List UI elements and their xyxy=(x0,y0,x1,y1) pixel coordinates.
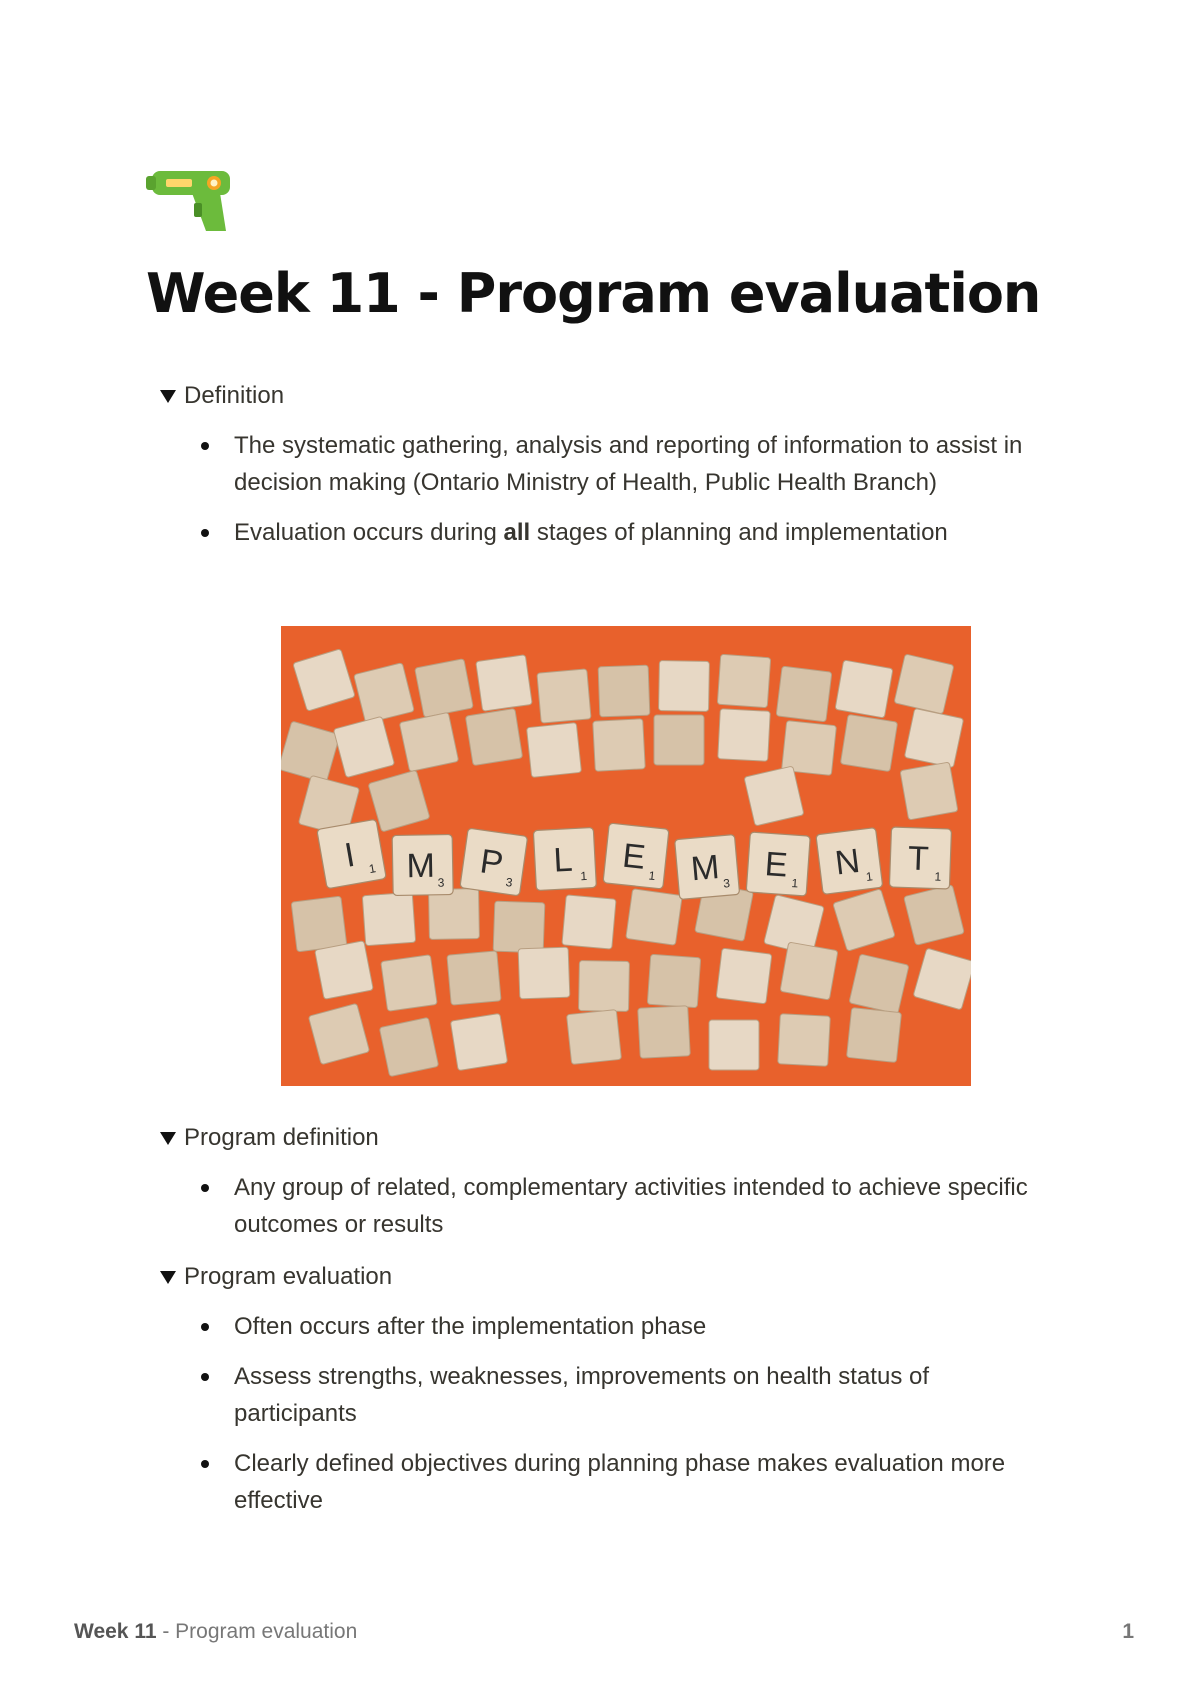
list-item xyxy=(160,1308,1040,1345)
wooden-tile xyxy=(717,654,770,707)
toggle-triangle-icon[interactable] xyxy=(160,1132,176,1145)
bullet-icon xyxy=(201,442,209,450)
wooden-tile xyxy=(476,655,532,711)
footer-title-rest: - Program evaluation xyxy=(156,1620,358,1643)
wooden-tile xyxy=(399,712,458,771)
list-item-text-bold: all xyxy=(503,519,531,546)
toggle-program-definition xyxy=(160,1120,1040,1243)
list-item xyxy=(160,427,1040,501)
bullet-list xyxy=(160,427,1040,551)
bullet-icon xyxy=(201,1323,209,1331)
tile-score: 1 xyxy=(580,868,588,884)
wooden-tile xyxy=(598,665,650,717)
bullet-icon xyxy=(201,1373,209,1381)
list-item xyxy=(160,514,1040,551)
toggle-triangle-icon[interactable] xyxy=(160,1271,176,1284)
water-pistol-icon xyxy=(146,165,236,235)
toggle-header[interactable] xyxy=(160,1120,1040,1156)
tile-score: 1 xyxy=(865,869,874,885)
wooden-tile xyxy=(315,941,374,1000)
tile-score: 1 xyxy=(791,875,799,891)
bullet-icon xyxy=(201,529,209,537)
tile-score: 3 xyxy=(437,875,445,890)
list-item-text: Often occurs after the implementation phase xyxy=(234,1313,707,1340)
bullet-icon xyxy=(201,1184,209,1192)
tile-letter: T xyxy=(907,839,930,879)
list-item-text-start: Evaluation occurs during xyxy=(234,519,504,546)
toggle-heading: Program definition xyxy=(184,1124,379,1151)
tile-score: 1 xyxy=(367,861,377,877)
scrabble-tiles-photo xyxy=(281,626,971,1086)
list-item-text: Assess strengths, weaknesses, improvements on health status of participants xyxy=(234,1363,930,1427)
wooden-tile xyxy=(716,948,772,1004)
wooden-tile xyxy=(904,708,963,767)
wooden-tile xyxy=(291,896,347,952)
wooden-tile xyxy=(493,901,545,953)
letter-tile xyxy=(816,828,883,895)
bullet-list xyxy=(160,1169,1040,1243)
wooden-tile xyxy=(379,1017,438,1076)
bullet-list xyxy=(160,1308,1040,1519)
list-item xyxy=(160,1445,1040,1519)
tile-letter: P xyxy=(477,842,506,884)
tile-score: 1 xyxy=(934,869,942,884)
wooden-tile xyxy=(778,1014,831,1067)
letter-tile xyxy=(746,832,810,896)
list-item-text: The systematic gathering, analysis and reporting of information to assist in decision making (Ontario Ministry of Health, Public Health Branch) xyxy=(234,432,1023,496)
wooden-tile xyxy=(894,654,954,714)
footer-doc-title xyxy=(74,1620,357,1644)
list-item-text: Any group of related, complementary activities intended to achieve specific outcomes or results xyxy=(234,1174,1028,1238)
wooden-tile xyxy=(744,766,804,826)
wooden-tile xyxy=(776,666,832,722)
toggle-heading: Program evaluation xyxy=(184,1263,393,1290)
tile-letter: N xyxy=(832,841,862,883)
wooden-tile xyxy=(362,892,415,945)
list-item xyxy=(160,1358,1040,1432)
wooden-tile xyxy=(579,961,630,1012)
list-item-text-end: stages of planning and implementation xyxy=(530,519,948,546)
wooden-tile xyxy=(847,1008,902,1063)
wooden-tile xyxy=(718,709,771,762)
wooden-tile xyxy=(849,954,909,1014)
letter-tile xyxy=(889,827,951,889)
toggle-header[interactable] xyxy=(160,1259,1040,1295)
letter-tile xyxy=(460,828,528,896)
toggle-definition xyxy=(160,378,1040,551)
wooden-tile xyxy=(593,719,646,772)
wooden-tile xyxy=(654,715,704,765)
toggle-header[interactable] xyxy=(160,378,1040,414)
letter-tile xyxy=(533,827,596,890)
letter-tile xyxy=(392,834,453,895)
letter-tile xyxy=(675,834,740,899)
list-item-text: Clearly defined objectives during planning phase makes evaluation more effective xyxy=(234,1450,1006,1514)
wooden-tile xyxy=(415,659,474,718)
wooden-tile xyxy=(518,947,570,999)
toggle-program-evaluation xyxy=(160,1259,1040,1519)
wooden-tile xyxy=(659,661,710,712)
wooden-tile xyxy=(447,951,501,1005)
wooden-tile xyxy=(527,723,582,778)
tile-score: 3 xyxy=(722,876,731,891)
wooden-tile xyxy=(450,1013,507,1070)
wooden-tile xyxy=(709,1020,759,1070)
tile-letter: M xyxy=(689,848,721,889)
wooden-tile xyxy=(562,895,616,949)
wooden-tile xyxy=(537,669,591,723)
tile-letter: E xyxy=(763,845,789,885)
wooden-tile xyxy=(567,1010,622,1065)
list-item xyxy=(160,1169,1040,1243)
wooden-tile xyxy=(840,714,897,771)
wooden-tile xyxy=(626,889,682,945)
wooden-tile xyxy=(429,889,480,940)
bullet-icon xyxy=(201,1460,209,1468)
wooden-tile xyxy=(465,708,522,765)
tile-score: 3 xyxy=(504,874,514,890)
page-title: Week 11 - Program evaluation xyxy=(146,262,1041,325)
tile-letter: E xyxy=(620,836,648,877)
footer-title-number: Week 11 xyxy=(74,1620,157,1643)
wooden-tile xyxy=(381,955,437,1011)
wooden-tile xyxy=(647,954,700,1007)
toggle-heading: Definition xyxy=(184,382,285,409)
wooden-tile xyxy=(780,942,838,1000)
tile-letter: M xyxy=(406,846,436,886)
tile-letter: L xyxy=(552,840,574,880)
tile-score: 1 xyxy=(647,868,657,884)
tile-letter: I xyxy=(341,835,358,875)
toggle-triangle-icon[interactable] xyxy=(160,390,176,403)
wooden-tile xyxy=(900,762,958,820)
wooden-tile xyxy=(835,660,893,718)
letter-tile xyxy=(317,819,387,889)
wooden-tile xyxy=(638,1006,691,1059)
footer-page-number: 1 xyxy=(1122,1620,1134,1643)
letter-tile xyxy=(603,823,669,889)
